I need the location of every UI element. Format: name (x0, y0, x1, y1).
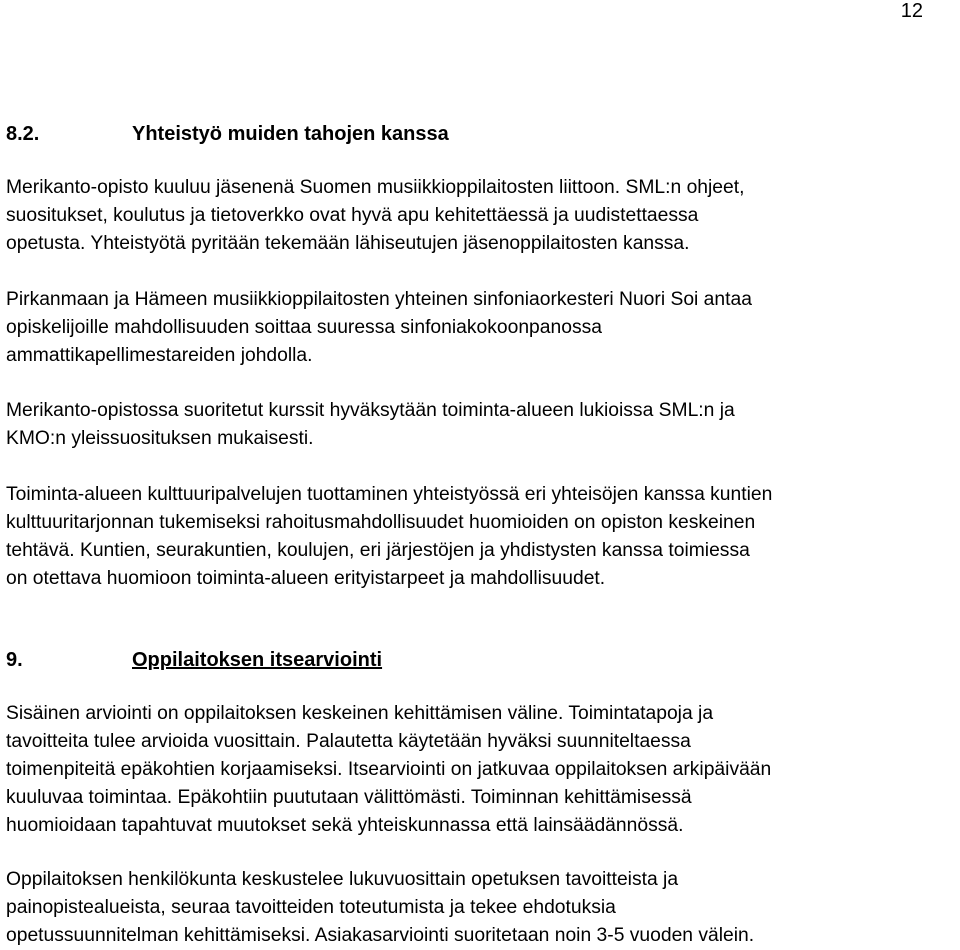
text-line: suositukset, koulutus ja tietoverkko ovat hyvä apu kehitettäessä ja uudistettaessa (6, 205, 699, 226)
text-line: painopistealueista, seuraa tavoitteiden toteutumista ja tekee ehdotuksia (6, 897, 616, 918)
section-heading-9 (6, 648, 382, 672)
text-line: opetusta. Yhteistyötä pyritään tekemään lähiseutujen jäsenoppilaitosten kanssa. (6, 233, 690, 254)
paragraph-cultural-services (6, 481, 772, 593)
text-line: Oppilaitoksen henkilökunta keskustelee lukuvuosittain opetuksen tavoitteista ja (6, 869, 679, 890)
text-line: huomioidaan tapahtuvat muutokset sekä yhteiskunnassa että lainsäädännössä. (6, 815, 684, 836)
text-line: tavoitteita tulee arvioida vuosittain. Palautetta käytetään hyväksi suunniteltaessa (6, 731, 691, 752)
text-line: kulttuuritarjonnan tukemiseksi rahoitusmahdollisuudet huomioiden on opiston keskeinen (6, 512, 756, 533)
text-line: Merikanto-opistossa suoritetut kurssit hyväksytään toiminta-alueen lukioissa SML:n ja (6, 400, 735, 421)
text-line: opiskelijoille mahdollisuuden soittaa suuressa sinfoniakokoonpanossa (6, 317, 602, 338)
paragraph-nuori-soi (6, 286, 752, 370)
section-title: Yhteistyö muiden tahojen kanssa (132, 123, 449, 145)
text-line: Pirkanmaan ja Hämeen musiikkioppilaitosten yhteinen sinfoniaorkesteri Nuori Soi antaa (6, 289, 752, 310)
section-number: 8.2. (6, 123, 40, 145)
text-line: tehtävä. Kuntien, seurakuntien, koulujen, eri järjestöjen ja yhdistysten kanssa toimiessa (6, 540, 750, 561)
page-number: 12 (900, 0, 923, 22)
section-heading-8-2 (6, 122, 449, 146)
text-line: kuuluvaa toimintaa. Epäkohtiin puututaan välittömästi. Toiminnan kehittämisessä (6, 787, 692, 808)
paragraph-staff-discussion (6, 866, 754, 950)
text-line: on otettava huomioon toiminta-alueen erityistarpeet ja mahdollisuudet. (6, 568, 606, 589)
paragraph-sml-membership (6, 174, 744, 258)
text-line: Merikanto-opisto kuuluu jäsenenä Suomen musiikkioppilaitosten liittoon. SML:n ohjeet, (6, 177, 745, 198)
text-line: ammattikapellimestareiden johdolla. (6, 345, 313, 366)
paragraph-internal-evaluation (6, 700, 771, 840)
text-line: Sisäinen arviointi on oppilaitoksen keskeinen kehittämisen väline. Toimintatapoja ja (6, 703, 714, 724)
text-line: opetussuunnitelman kehittämiseksi. Asiakasarviointi suoritetaan noin 3-5 vuoden välein. (6, 925, 755, 946)
text-line: Toiminta-alueen kulttuuripalvelujen tuottaminen yhteistyössä eri yhteisöjen kanssa kuntien (6, 484, 773, 505)
text-line: toimenpiteitä epäkohtien korjaamiseksi. Itsearviointi on jatkuvaa oppilaitoksen arkipäivään (6, 759, 772, 780)
paragraph-courses (6, 397, 735, 453)
text-line: KMO:n yleissuosituksen mukaisesti. (6, 428, 314, 449)
section-number: 9. (6, 649, 23, 671)
section-title: Oppilaitoksen itsearviointi (132, 649, 383, 671)
